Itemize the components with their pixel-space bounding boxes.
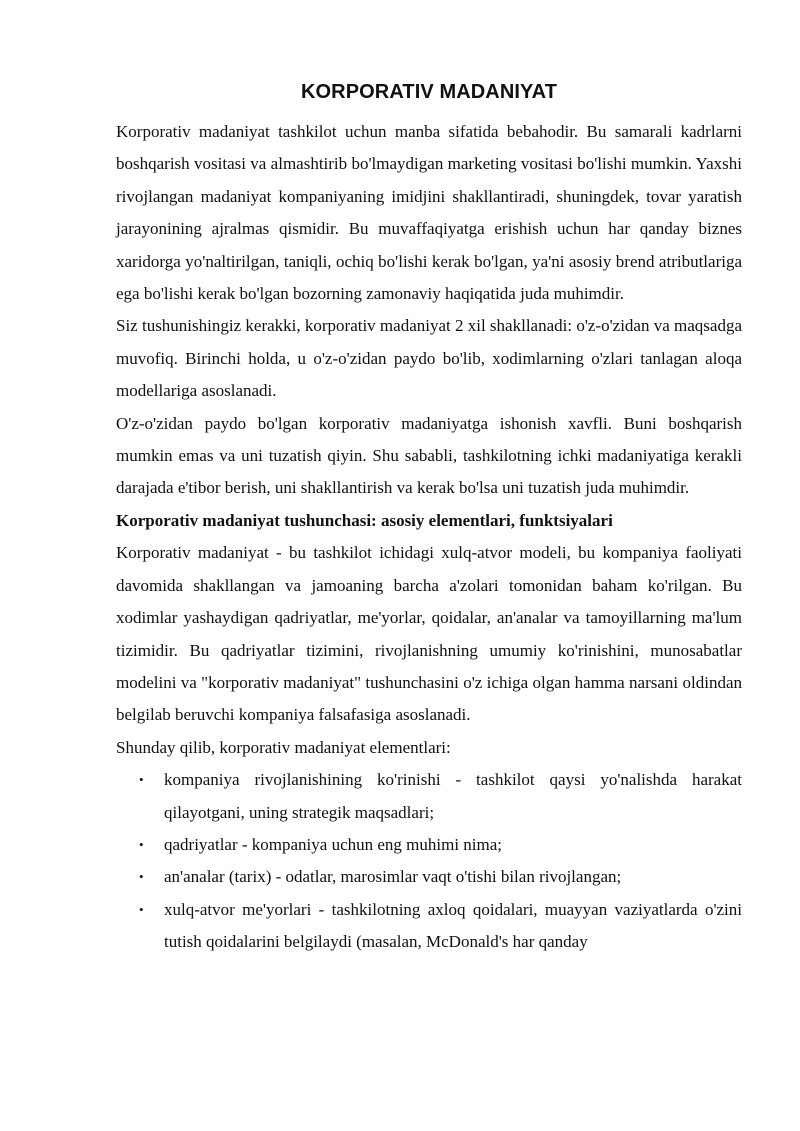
list-item-text: kompaniya rivojlanishining ko'rinishi - tashkilot qaysi yo'nalishda harakat qilayotgani, uning strategik maqsadlari; xyxy=(164,770,742,822)
paragraph-formation: Siz tushunishingiz kerakki, korporativ madaniyat 2 xil shakllanadi: o'z-o'zidan va maqsadga muvofiq. Birinchi holda, u o'z-o'zidan paydo bo'lib, xodimlarning o'zlari tanlagan aloqa modellariga asoslanadi. xyxy=(116,316,742,401)
list-item-text: xulq-atvor me'yorlari - tashkilotning axloq qoidalari, muayyan vaziyatlarda o'zini tutish qoidalarini belgilaydi (masalan, McDonald's har qanday xyxy=(164,899,742,952)
paragraph-definition: Korporativ madaniyat - bu tashkilot ichidagi xulq-atvor modeli, bu kompaniya faoliyati davomida shakllangan va jamoaning barcha a'zolari tomonidan baham ko'rilgan. Bu xodimlar yashaydigan qadriyatlar, me'yorlar, qoidalar, an'analar va tamoyillarning ma'lum tizimidir. Bu qadriyatlar tizimini, rivojlanishning umumiy ko'rinishini, munosabatlar modelini va "korporativ madaniyat" tushunchasini o'z ichiga olgan hamma narsani oldindan belgilab beruvchi kompaniya falsafasiga asoslanadi. xyxy=(116,543,742,725)
list-item-text: qadriyatlar - kompaniya uchun eng muhimi nima; xyxy=(164,834,503,854)
paragraph-intro: Korporativ madaniyat tashkilot uchun manba sifatida bebahodir. Bu samarali kadrlarni boshqarish vositasi va almashtirib bo'lmaydigan marketing vositasi bo'lishi mumkin. Yaxshi rivojlangan madaniyat kompaniyaning imidjini shakllantiradi, shuningdek, tovar yaratish jarayonining ajralmas qismidir. Bu muvaffaqiyatga erishish uchun har qanday biznes xaridorga yo'naltirilgan, taniqli, ochiq bo'lishi kerak bo'lgan, ya'ni asosiy brend atributlariga ega bo'lishi kerak bo'lgan bozorning zamonaviy haqiqatida juda muhimdir. xyxy=(116,122,742,304)
list-item-text: an'analar (tarix) - odatlar, marosimlar vaqt o'tishi bilan rivojlangan; xyxy=(164,867,622,887)
bullet-icon: • xyxy=(139,836,144,852)
bullet-icon: • xyxy=(139,901,144,917)
elements-list xyxy=(116,764,742,958)
list-item xyxy=(116,861,742,893)
list-item xyxy=(116,829,742,861)
list-item xyxy=(116,764,742,829)
paragraph-risk: O'z-o'zidan paydo bo'lgan korporativ madaniyatga ishonish xavfli. Buni boshqarish mumkin emas va uni tuzatish qiyin. Shu sababli, tashkilotning ichki madaniyatiga kerakli darajada e'tibor berish, uni shakllantirish va kerak bo'lsa uni tuzatish juda muhimdir. xyxy=(116,413,742,498)
list-item xyxy=(116,894,742,959)
bullet-icon: • xyxy=(139,869,144,885)
document-title: KORPORATIV MADANIYAT xyxy=(300,81,558,103)
list-intro: Shunday qilib, korporativ madaniyat elementlari: xyxy=(116,737,451,757)
bullet-icon: • xyxy=(139,772,144,788)
section-heading: Korporativ madaniyat tushunchasi: asosiy elementlari, funktsiyalari xyxy=(116,510,613,530)
